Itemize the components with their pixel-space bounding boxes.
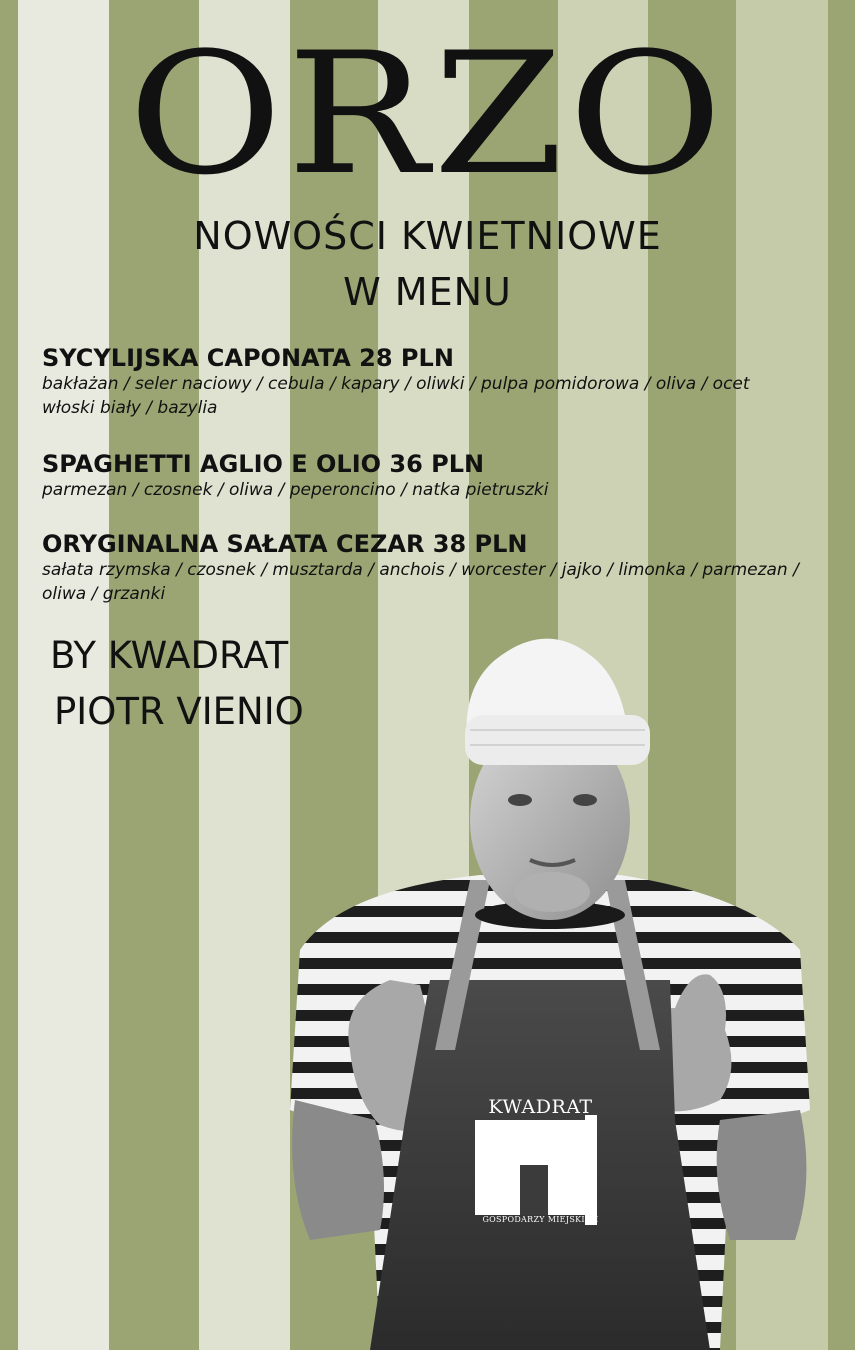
menu-item (42, 450, 832, 502)
menu-item-ingredients: parmezan / czosnek / oliwa / peperoncino / natka pietruszki (42, 480, 549, 500)
headline-line-1: NOWOŚCI KWIETNIOWE (193, 214, 662, 258)
byline-restaurant: BY KWADRAT (50, 634, 289, 677)
apron-logo (473, 1096, 608, 1231)
brand-logo: ORZO (128, 16, 727, 212)
headline-line-2: W MENU (343, 270, 512, 314)
chef-photo (280, 620, 820, 1350)
menu-item-title: SPAGHETTI AGLIO E OLIO 36 PLN (42, 450, 485, 478)
menu-item (42, 344, 832, 420)
menu-item-title: ORYGINALNA SAŁATA CEZAR 38 PLN (42, 530, 528, 558)
menu-item-ingredients: sałata rzymska / czosnek / musztarda / anchois / worcester / jajko / limonka / parmezan / oliwa / grzanki (42, 560, 799, 604)
menu-item-title: SYCYLIJSKA CAPONATA 28 PLN (42, 344, 454, 372)
apron-logo-name: KWADRAT (488, 1096, 593, 1118)
apron-logo-tagline: GOSPODARZY MIEJSKICH (482, 1215, 599, 1224)
byline-chef: PIOTR VIENIO (54, 690, 304, 733)
menu-item-ingredients: bakłażan / seler naciowy / cebula / kapary / oliwki / pulpa pomidorowa / oliva / ocet włoski biały / bazylia (42, 374, 750, 418)
menu-item (42, 530, 832, 606)
